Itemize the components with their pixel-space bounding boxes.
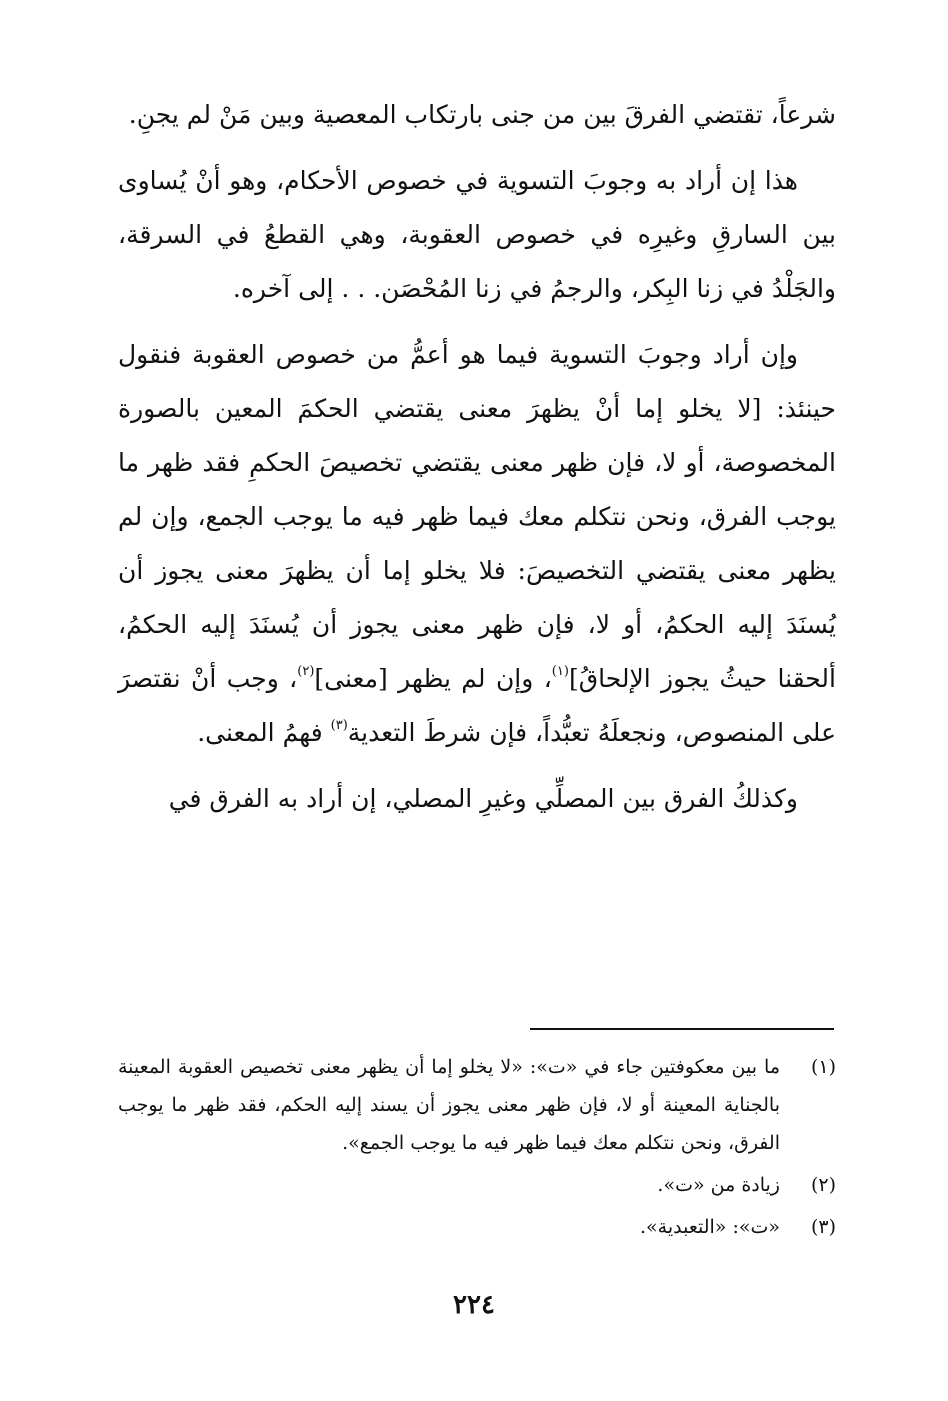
footnote: [118, 1208, 836, 1246]
footnotes: [118, 1048, 836, 1250]
footnote-text: «ت»: «التعبدية».: [639, 1216, 780, 1238]
footnote-text: زيادة من «ت».: [657, 1174, 780, 1196]
footnote-number: (٢): [810, 1174, 836, 1196]
footnote-number: (١): [810, 1056, 836, 1078]
footnote-divider: [530, 1028, 834, 1030]
footnote-ref-3: (٣): [330, 718, 348, 733]
page-number: ٢٢٤: [453, 1290, 495, 1320]
footnote-ref-1: (١): [551, 664, 569, 679]
paragraph: [118, 328, 836, 760]
paragraph-text: وإن أراد وجوبَ التسوية فيما هو أعمُّ من خصوص العقوبة فنقول حينئذ: [لا يخلو إما أنْ يظهرَ معنى يقتضي الحكمَ المعين بالصورة المخصوصة، أو لا، فإن ظهر معنى يقتضي تخصيصَ الحكمِ فقد ظهر ما يوجب الفرق، ونحن نتكلم معك فيما ظهر فيه ما يوجب الجمع، وإن لم يظهر معنى يقتضي التخصيصَ: فلا يخلو إما أن يظهرَ معنى يجوز أن يُسنَدَ إليه الحكمُ، أو لا، فإن ظهر معنى يجوز أن يُسنَدَ إليه الحكمُ، ألحقنا حيثُ يجوز الإلحاقُ]: [118, 340, 836, 693]
footnote-number: (٣): [810, 1216, 836, 1238]
paragraph-text: ، وإن لم يظهر [معنى]: [314, 664, 552, 693]
footnote: [118, 1048, 836, 1162]
footnote-ref-2: (٢): [297, 664, 315, 679]
paragraph: وكذلكُ الفرق بين المصلِّي وغيرِ المصلي، إن أراد به الفرق في: [168, 784, 798, 813]
paragraph: هذا إن أراد به وجوبَ التسوية في خصوص الأحكام، وهو أنْ يُساوى بين السارقِ وغيرِه في خصوص العقوبة، وهي القطعُ في السرقة، والجَلْدُ في زنا البِكر، والرجمُ في زنا المُحْصَن. . . إلى آخره.: [118, 166, 836, 303]
paragraph-text: ، وجب أنْ نقتصرَ على المنصوص، ونجعلَهُ تعبُّداً، فإن شرطَ التعدية: [118, 664, 836, 747]
paragraph: شرعاً، تقتضي الفرقَ بين من جنى بارتكاب المعصية وبين مَنْ لم يجنِ.: [128, 100, 836, 129]
paragraph-text: فهمُ المعنى.: [197, 718, 331, 747]
footnote: [118, 1166, 836, 1204]
footnote-text: ما بين معكوفتين جاء في «ت»: «لا يخلو إما أن يظهر معنى تخصيص العقوبة المعينة بالجناية المعينة أو لا، فإن ظهر معنى يجوز أن يسند إليه الحكم، فقد ظهر ما يوجب الفرق، ونحن نتكلم معك فيما ظهر فيه ما يوجب الجمع».: [118, 1056, 780, 1154]
main-text: [118, 88, 836, 838]
